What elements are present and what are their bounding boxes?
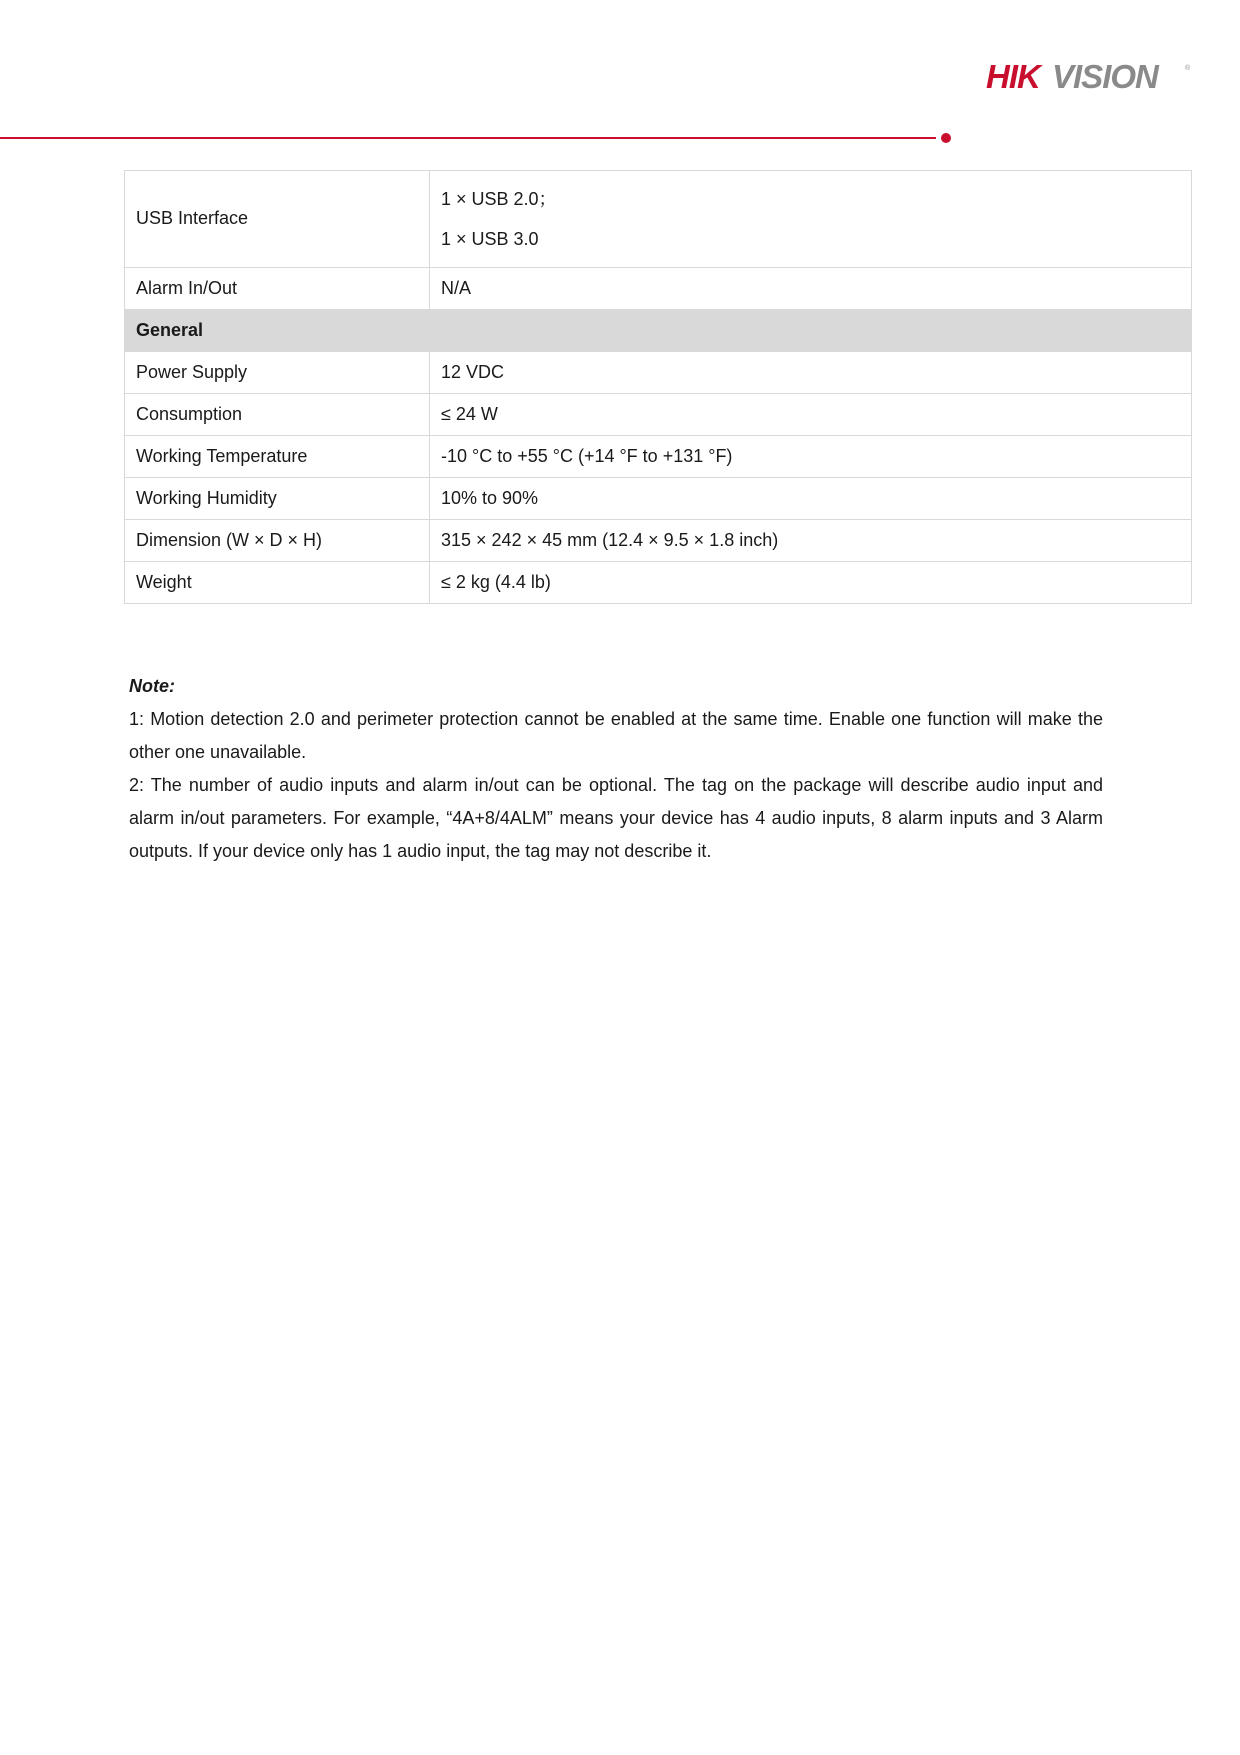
spec-value: 315 × 242 × 45 mm (12.4 × 9.5 × 1.8 inch): [430, 520, 1192, 562]
note-item: 1: Motion detection 2.0 and perimeter protection cannot be enabled at the same time. Enable one function will make the other one unavailable.: [129, 709, 1103, 762]
spec-value: N/A: [430, 268, 1192, 310]
spec-label: Weight: [125, 562, 430, 604]
header-rule-dot: [941, 133, 951, 143]
spec-label: Consumption: [125, 394, 430, 436]
svg-text:HIK: HIK: [986, 58, 1040, 94]
section-header-general: [125, 310, 1192, 352]
spec-value: ≤ 24 W: [430, 394, 1192, 436]
spec-row: [125, 394, 1192, 436]
spec-label: Alarm In/Out: [125, 268, 430, 310]
section-title: General: [125, 310, 1192, 352]
spec-row: [125, 352, 1192, 394]
spec-value: [430, 171, 1192, 268]
note-block: [129, 670, 1103, 868]
spec-label: Power Supply: [125, 352, 430, 394]
spec-value: 12 VDC: [430, 352, 1192, 394]
spec-row-alarm: [125, 268, 1192, 310]
spec-value: -10 °C to +55 °C (+14 °F to +131 °F): [430, 436, 1192, 478]
spec-row: [125, 520, 1192, 562]
spec-label: Working Temperature: [125, 436, 430, 478]
svg-text:®: ®: [1185, 65, 1191, 72]
note-title: Note:: [129, 676, 175, 696]
spec-label: Dimension (W × D × H): [125, 520, 430, 562]
spec-row-usb: [125, 171, 1192, 268]
note-item: 2: The number of audio inputs and alarm in/out can be optional. The tag on the package will describe audio input and alarm in/out parameters. For example, “4A+8/4ALM” means your device has 4 audio inputs, 8 alarm inputs and 3 Alarm outputs. If your device only has 1 audio input, the tag may not describe it.: [129, 775, 1103, 861]
spec-label: Working Humidity: [125, 478, 430, 520]
usb-value-line: 1 × USB 2.0；: [441, 189, 557, 209]
svg-text:VISION: VISION: [1052, 58, 1158, 94]
spec-row: [125, 478, 1192, 520]
spec-row: [125, 562, 1192, 604]
spec-value: 10% to 90%: [430, 478, 1192, 520]
spec-row: [125, 436, 1192, 478]
usb-value-line: 1 × USB 3.0: [441, 229, 539, 249]
spec-value: ≤ 2 kg (4.4 lb): [430, 562, 1192, 604]
header-rule: [0, 137, 936, 139]
spec-label: USB Interface: [125, 171, 430, 268]
spec-table: [124, 170, 1192, 604]
hikvision-logo: [986, 58, 1192, 94]
